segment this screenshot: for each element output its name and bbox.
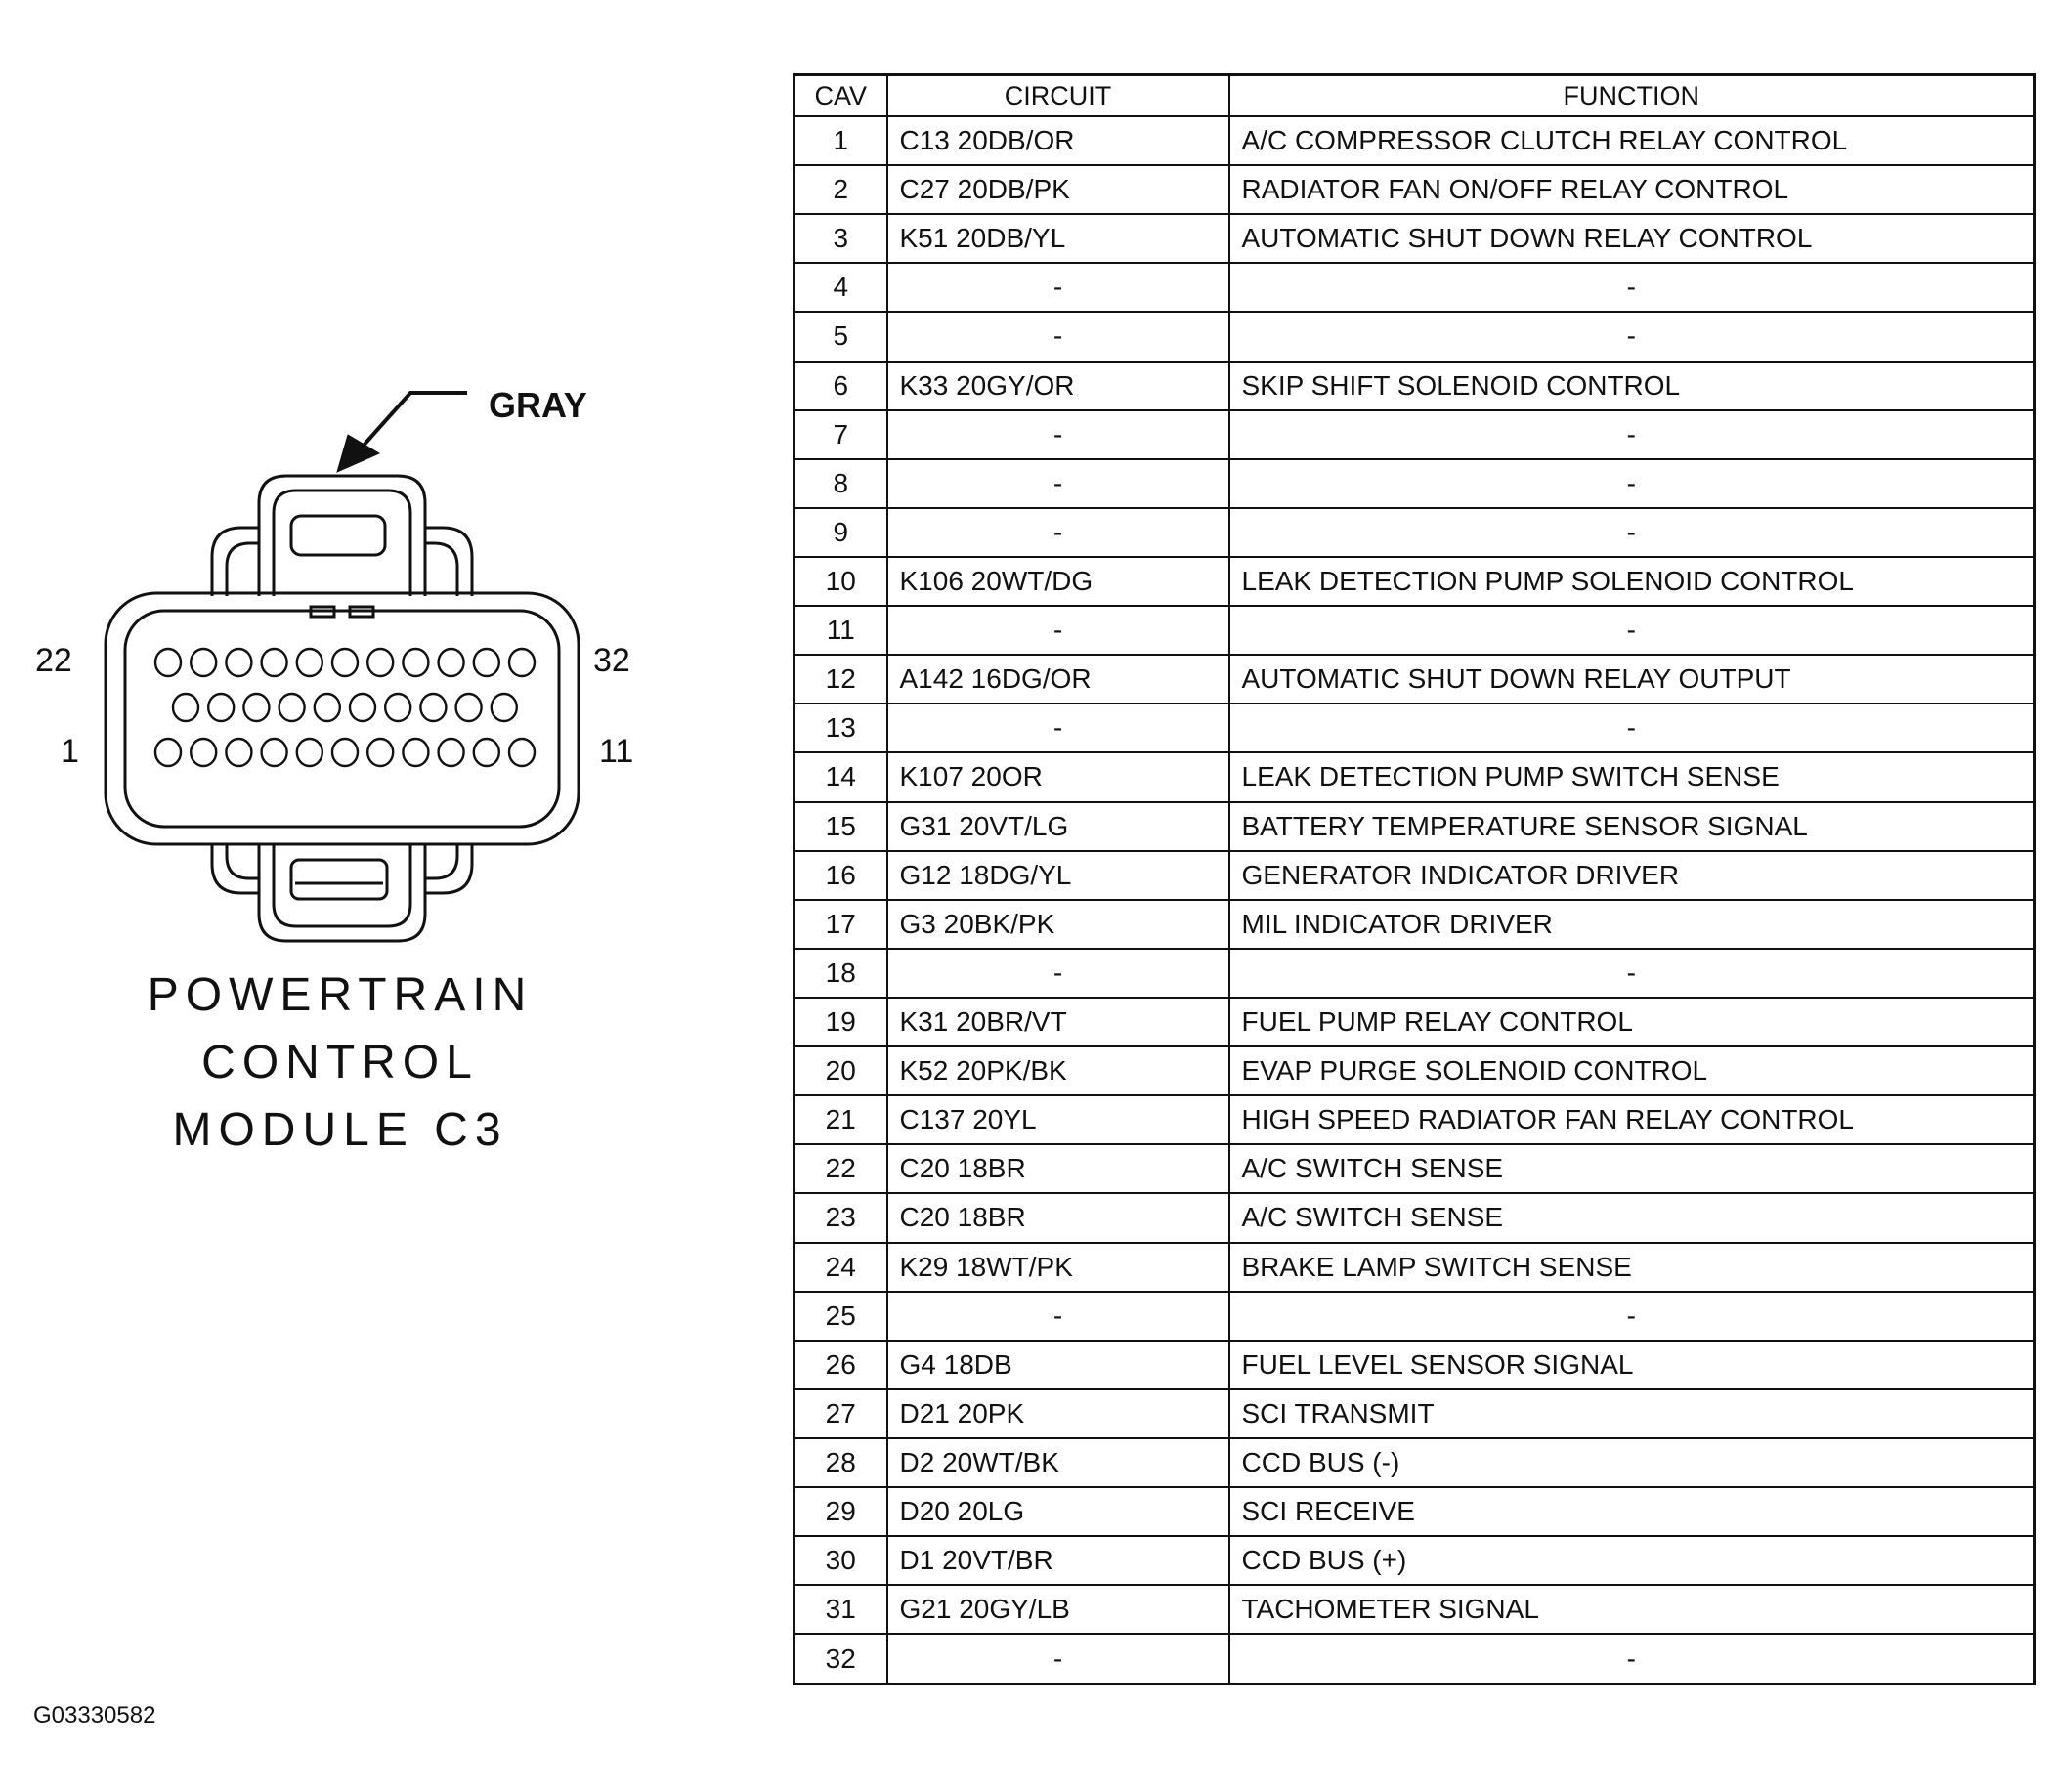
connector-diagram	[0, 0, 743, 1792]
cell-cav: 12	[794, 655, 887, 704]
cell-circuit: C13 20DB/OR	[887, 116, 1229, 165]
table-row	[794, 1292, 2035, 1341]
top-left-shoulder	[212, 528, 259, 596]
bottom-left-shoulder-inner	[227, 844, 259, 878]
cell-function: EVAP PURGE SOLENOID CONTROL	[1229, 1046, 2035, 1095]
bottom-left-shoulder	[212, 844, 259, 893]
cell-cav: 21	[794, 1095, 887, 1144]
pin-cavity	[403, 649, 428, 676]
cell-circuit: K52 20PK/BK	[887, 1046, 1229, 1095]
table-row	[794, 1536, 2035, 1585]
cell-cav: 25	[794, 1292, 887, 1341]
pin-cavity	[297, 739, 322, 766]
cell-function: CCD BUS (-)	[1229, 1438, 2035, 1487]
cell-function: -	[1229, 1634, 2035, 1684]
cell-function: AUTOMATIC SHUT DOWN RELAY CONTROL	[1229, 214, 2035, 263]
cell-cav: 14	[794, 752, 887, 801]
cell-function: -	[1229, 459, 2035, 508]
housing-inner	[125, 611, 559, 827]
pin-cavity	[226, 739, 251, 766]
pin-cavity	[226, 649, 251, 676]
top-latch-inner	[274, 491, 410, 596]
pin-cavity	[439, 739, 464, 766]
table-row	[794, 1193, 2035, 1242]
cell-function: TACHOMETER SIGNAL	[1229, 1585, 2035, 1634]
cell-cav: 30	[794, 1536, 887, 1585]
pin-cavity	[315, 694, 340, 721]
pin-cavity	[403, 739, 428, 766]
table-row	[794, 214, 2035, 263]
cell-circuit: K29 18WT/PK	[887, 1243, 1229, 1292]
connector-name	[148, 969, 533, 1156]
pin-cavity	[509, 739, 535, 766]
table-row	[794, 263, 2035, 312]
header-circuit: CIRCUIT	[887, 75, 1229, 117]
cell-function: -	[1229, 410, 2035, 459]
cell-function: -	[1229, 606, 2035, 655]
cell-circuit: K106 20WT/DG	[887, 557, 1229, 606]
table-row	[794, 851, 2035, 900]
pin-label-22: 22	[35, 642, 72, 679]
table-row	[794, 606, 2035, 655]
cell-function: SCI TRANSMIT	[1229, 1389, 2035, 1438]
pin-cavity	[262, 739, 287, 766]
cell-cav: 6	[794, 362, 887, 410]
cell-function: BRAKE LAMP SWITCH SENSE	[1229, 1243, 2035, 1292]
pin-cavity	[492, 694, 517, 721]
cell-cav: 20	[794, 1046, 887, 1095]
connector-name-line-3: MODULE C3	[172, 1104, 508, 1156]
cell-circuit: -	[887, 949, 1229, 998]
gray-color-callout	[337, 393, 467, 472]
pin-cavity	[474, 649, 499, 676]
cell-circuit: -	[887, 410, 1229, 459]
cell-circuit: D20 20LG	[887, 1487, 1229, 1536]
cell-circuit: -	[887, 312, 1229, 361]
pin-cavity	[155, 739, 181, 766]
cell-cav: 31	[794, 1585, 887, 1634]
cell-function: HIGH SPEED RADIATOR FAN RELAY CONTROL	[1229, 1095, 2035, 1144]
cell-cav: 13	[794, 704, 887, 752]
cell-circuit: C20 18BR	[887, 1193, 1229, 1242]
pin-cavity	[439, 649, 464, 676]
pin-cavity	[350, 694, 375, 721]
cell-function: RADIATOR FAN ON/OFF RELAY CONTROL	[1229, 165, 2035, 214]
cell-cav: 18	[794, 949, 887, 998]
cell-circuit: D21 20PK	[887, 1389, 1229, 1438]
table-row	[794, 998, 2035, 1046]
table-row	[794, 312, 2035, 361]
cell-circuit: G12 18DG/YL	[887, 851, 1229, 900]
table-row	[794, 1144, 2035, 1193]
cell-cav: 11	[794, 606, 887, 655]
cell-circuit: G31 20VT/LG	[887, 802, 1229, 851]
table-row	[794, 1243, 2035, 1292]
cell-circuit: -	[887, 606, 1229, 655]
top-left-shoulder-inner	[227, 543, 259, 596]
cell-circuit: C20 18BR	[887, 1144, 1229, 1193]
cell-circuit: G3 20BK/PK	[887, 900, 1229, 949]
pin-cavity	[262, 649, 287, 676]
top-right-shoulder	[425, 528, 472, 596]
table-row	[794, 949, 2035, 998]
cell-function: A/C COMPRESSOR CLUTCH RELAY CONTROL	[1229, 116, 2035, 165]
table-row	[794, 557, 2035, 606]
cell-cav: 8	[794, 459, 887, 508]
table-row	[794, 1487, 2035, 1536]
table-row	[794, 1341, 2035, 1389]
table-row	[794, 410, 2035, 459]
arrow-head-icon	[337, 435, 379, 472]
table-row	[794, 802, 2035, 851]
cell-circuit: C137 20YL	[887, 1095, 1229, 1144]
pin-cavity	[332, 649, 358, 676]
cell-circuit: -	[887, 263, 1229, 312]
cell-circuit: K107 20OR	[887, 752, 1229, 801]
table-row	[794, 1585, 2035, 1634]
cell-cav: 15	[794, 802, 887, 851]
pin-cavities	[155, 649, 535, 766]
connector-name-line-2: CONTROL	[201, 1037, 479, 1088]
table-row	[794, 1095, 2035, 1144]
cell-cav: 19	[794, 998, 887, 1046]
cell-cav: 22	[794, 1144, 887, 1193]
connector-color-label: GRAY	[489, 385, 587, 425]
pin-cavity	[208, 694, 234, 721]
cell-function: -	[1229, 508, 2035, 557]
pin-cavity	[173, 694, 198, 721]
table-row	[794, 116, 2035, 165]
cell-cav: 24	[794, 1243, 887, 1292]
cell-cav: 23	[794, 1193, 887, 1242]
cell-cav: 2	[794, 165, 887, 214]
cell-circuit: A142 16DG/OR	[887, 655, 1229, 704]
cell-circuit: G4 18DB	[887, 1341, 1229, 1389]
pin-cavity	[191, 739, 216, 766]
cell-circuit: -	[887, 459, 1229, 508]
table-row	[794, 752, 2035, 801]
pin-cavity	[367, 739, 393, 766]
housing-outer	[106, 593, 579, 844]
connector-name-line-1: POWERTRAIN	[147, 969, 534, 1021]
cell-circuit: -	[887, 704, 1229, 752]
cell-function: AUTOMATIC SHUT DOWN RELAY OUTPUT	[1229, 655, 2035, 704]
table-header-row	[794, 75, 2035, 117]
header-function: FUNCTION	[1229, 75, 2035, 117]
cell-cav: 1	[794, 116, 887, 165]
pin-cavity	[279, 694, 305, 721]
pin-cavity	[297, 649, 322, 676]
cell-cav: 17	[794, 900, 887, 949]
pin-label-32: 32	[593, 642, 630, 679]
cavity-table	[793, 73, 2036, 1685]
top-right-shoulder-inner	[425, 543, 457, 596]
pin-label-1: 1	[61, 733, 79, 770]
table-row	[794, 508, 2035, 557]
cell-function: LEAK DETECTION PUMP SOLENOID CONTROL	[1229, 557, 2035, 606]
cell-cav: 9	[794, 508, 887, 557]
bottom-right-shoulder-inner	[425, 844, 457, 878]
table-row	[794, 704, 2035, 752]
cell-cav: 32	[794, 1634, 887, 1684]
cell-function: -	[1229, 1292, 2035, 1341]
cell-cav: 29	[794, 1487, 887, 1536]
cell-circuit: K33 20GY/OR	[887, 362, 1229, 410]
pin-cavity	[509, 649, 535, 676]
cell-cav: 26	[794, 1341, 887, 1389]
cell-circuit: -	[887, 1634, 1229, 1684]
cell-function: GENERATOR INDICATOR DRIVER	[1229, 851, 2035, 900]
cell-cav: 5	[794, 312, 887, 361]
figure-code: G03330582	[33, 1702, 156, 1728]
pin-cavity	[155, 649, 181, 676]
pin-cavity	[191, 649, 216, 676]
cell-cav: 27	[794, 1389, 887, 1438]
bottom-right-shoulder	[425, 844, 472, 893]
cell-cav: 4	[794, 263, 887, 312]
cell-function: FUEL LEVEL SENSOR SIGNAL	[1229, 1341, 2035, 1389]
cell-circuit: K31 20BR/VT	[887, 998, 1229, 1046]
cell-cav: 16	[794, 851, 887, 900]
table-row	[794, 900, 2035, 949]
cell-function: MIL INDICATOR DRIVER	[1229, 900, 2035, 949]
pin-cavity	[385, 694, 410, 721]
pin-cavity	[474, 739, 499, 766]
cell-function: BATTERY TEMPERATURE SENSOR SIGNAL	[1229, 802, 2035, 851]
table-row	[794, 1046, 2035, 1095]
cell-circuit: G21 20GY/LB	[887, 1585, 1229, 1634]
table-row	[794, 1389, 2035, 1438]
pin-cavity	[456, 694, 482, 721]
table-row	[794, 1438, 2035, 1487]
top-latch-window	[291, 516, 385, 555]
pin-label-11: 11	[599, 733, 634, 770]
table-row	[794, 459, 2035, 508]
cell-circuit: D2 20WT/BK	[887, 1438, 1229, 1487]
bottom-latch-window	[291, 860, 387, 899]
table-row	[794, 362, 2035, 410]
cell-circuit: C27 20DB/PK	[887, 165, 1229, 214]
pin-cavity	[243, 694, 269, 721]
cell-cav: 28	[794, 1438, 887, 1487]
table-row	[794, 165, 2035, 214]
table-row	[794, 1634, 2035, 1684]
cell-circuit: D1 20VT/BR	[887, 1536, 1229, 1585]
cell-circuit: -	[887, 508, 1229, 557]
pin-cavity	[367, 649, 393, 676]
cell-function: A/C SWITCH SENSE	[1229, 1144, 2035, 1193]
header-cav: CAV	[794, 75, 887, 117]
cell-cav: 10	[794, 557, 887, 606]
bottom-latch-inner	[274, 844, 410, 926]
cell-function: -	[1229, 949, 2035, 998]
cell-function: LEAK DETECTION PUMP SWITCH SENSE	[1229, 752, 2035, 801]
pin-cavity	[332, 739, 358, 766]
cell-function: CCD BUS (+)	[1229, 1536, 2035, 1585]
table-row	[794, 655, 2035, 704]
cell-function: -	[1229, 263, 2035, 312]
pin-cavity	[420, 694, 446, 721]
cell-function: FUEL PUMP RELAY CONTROL	[1229, 998, 2035, 1046]
cell-function: -	[1229, 704, 2035, 752]
cell-function: SCI RECEIVE	[1229, 1487, 2035, 1536]
cell-function: -	[1229, 312, 2035, 361]
cell-cav: 7	[794, 410, 887, 459]
cell-function: SKIP SHIFT SOLENOID CONTROL	[1229, 362, 2035, 410]
cell-function: A/C SWITCH SENSE	[1229, 1193, 2035, 1242]
cell-circuit: -	[887, 1292, 1229, 1341]
cell-cav: 3	[794, 214, 887, 263]
cell-circuit: K51 20DB/YL	[887, 214, 1229, 263]
